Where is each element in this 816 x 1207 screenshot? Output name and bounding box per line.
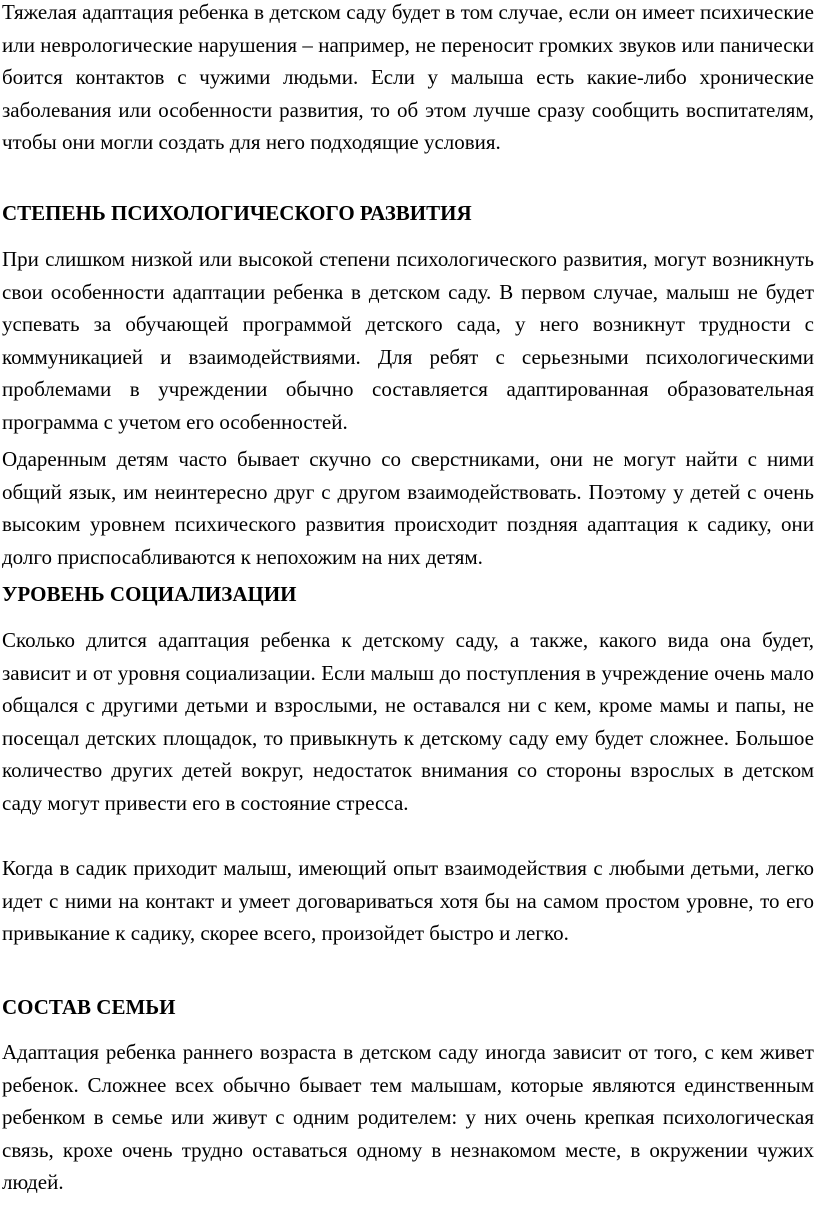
heading-socialization-level: УРОВЕНЬ СОЦИАЛИЗАЦИИ — [2, 582, 297, 606]
paragraph-development-level: При слишком низкой или высокой степени психологического развития, могут возникнуть свои особенности адаптации ребенка в детском саду. В первом случае, малыш не будет успевать за обучающей программой детского сада, у него возникнут трудности с коммуникацией и взаимодействиями. Для ребят с серьезными психологическими проблемами в учреждении обычно составляется адаптированная образовательная программа с учетом его особенностей. — [2, 247, 814, 434]
heading-family-composition: СОСТАВ СЕМЬИ — [2, 995, 176, 1019]
paragraph-family: Адаптация ребенка раннего возраста в детском саду иногда зависит от того, с кем живет ребенок. Сложнее всех обычно бывает тем малышам, которые являются единственным ребенком в семье или живут с одним родителем: у них очень крепкая психологическая связь, крохе очень трудно оставаться одному в незнакомом месте, в окружении чужих людей. — [2, 1040, 814, 1195]
paragraph-gifted-children: Одаренным детям часто бывает скучно со сверстниками, они не могут найти с ними общий язык, им неинтересно друг с другом взаимодействовать. Поэтому у детей с очень высоким уровнем психического развития происходит поздняя адаптация к садику, они долго приспосабливаются к непохожим на них детям. — [2, 447, 814, 569]
paragraph-severe-adaptation: Тяжелая адаптация ребенка в детском саду будет в том случае, если он имеет психические или неврологические нарушения – например, не переносит громких звуков или панически боится контактов с чужими людьми. Если у малыша есть какие-либо хронические заболевания или особенности развития, то об этом лучше сразу сообщить воспитателям, чтобы они могли создать для него подходящие условия. — [2, 0, 814, 155]
paragraph-experienced-child: Когда в садик приходит малыш, имеющий опыт взаимодействия с любыми детьми, легко идет с ними на контакт и умеет договариваться хотя бы на самом простом уровне, то его привыкание к садику, скорее всего, произойдет быстро и легко. — [2, 856, 814, 946]
paragraph-socialization: Сколько длится адаптация ребенка к детскому саду, а также, какого вида она будет, зависит и от уровня социализации. Если малыш до поступления в учреждение очень мало общался с другими детьми и взрослыми, не оставался ни с кем, кроме мамы и папы, не посещал детских площадок, то привыкнуть к детскому саду ему будет сложнее. Большое количество других детей вокруг, недостаток внимания со стороны взрослых в детском саду могут привести его в состояние стресса. — [2, 628, 814, 815]
heading-psychological-development: СТЕПЕНЬ ПСИХОЛОГИЧЕСКОГО РАЗВИТИЯ — [2, 201, 472, 225]
